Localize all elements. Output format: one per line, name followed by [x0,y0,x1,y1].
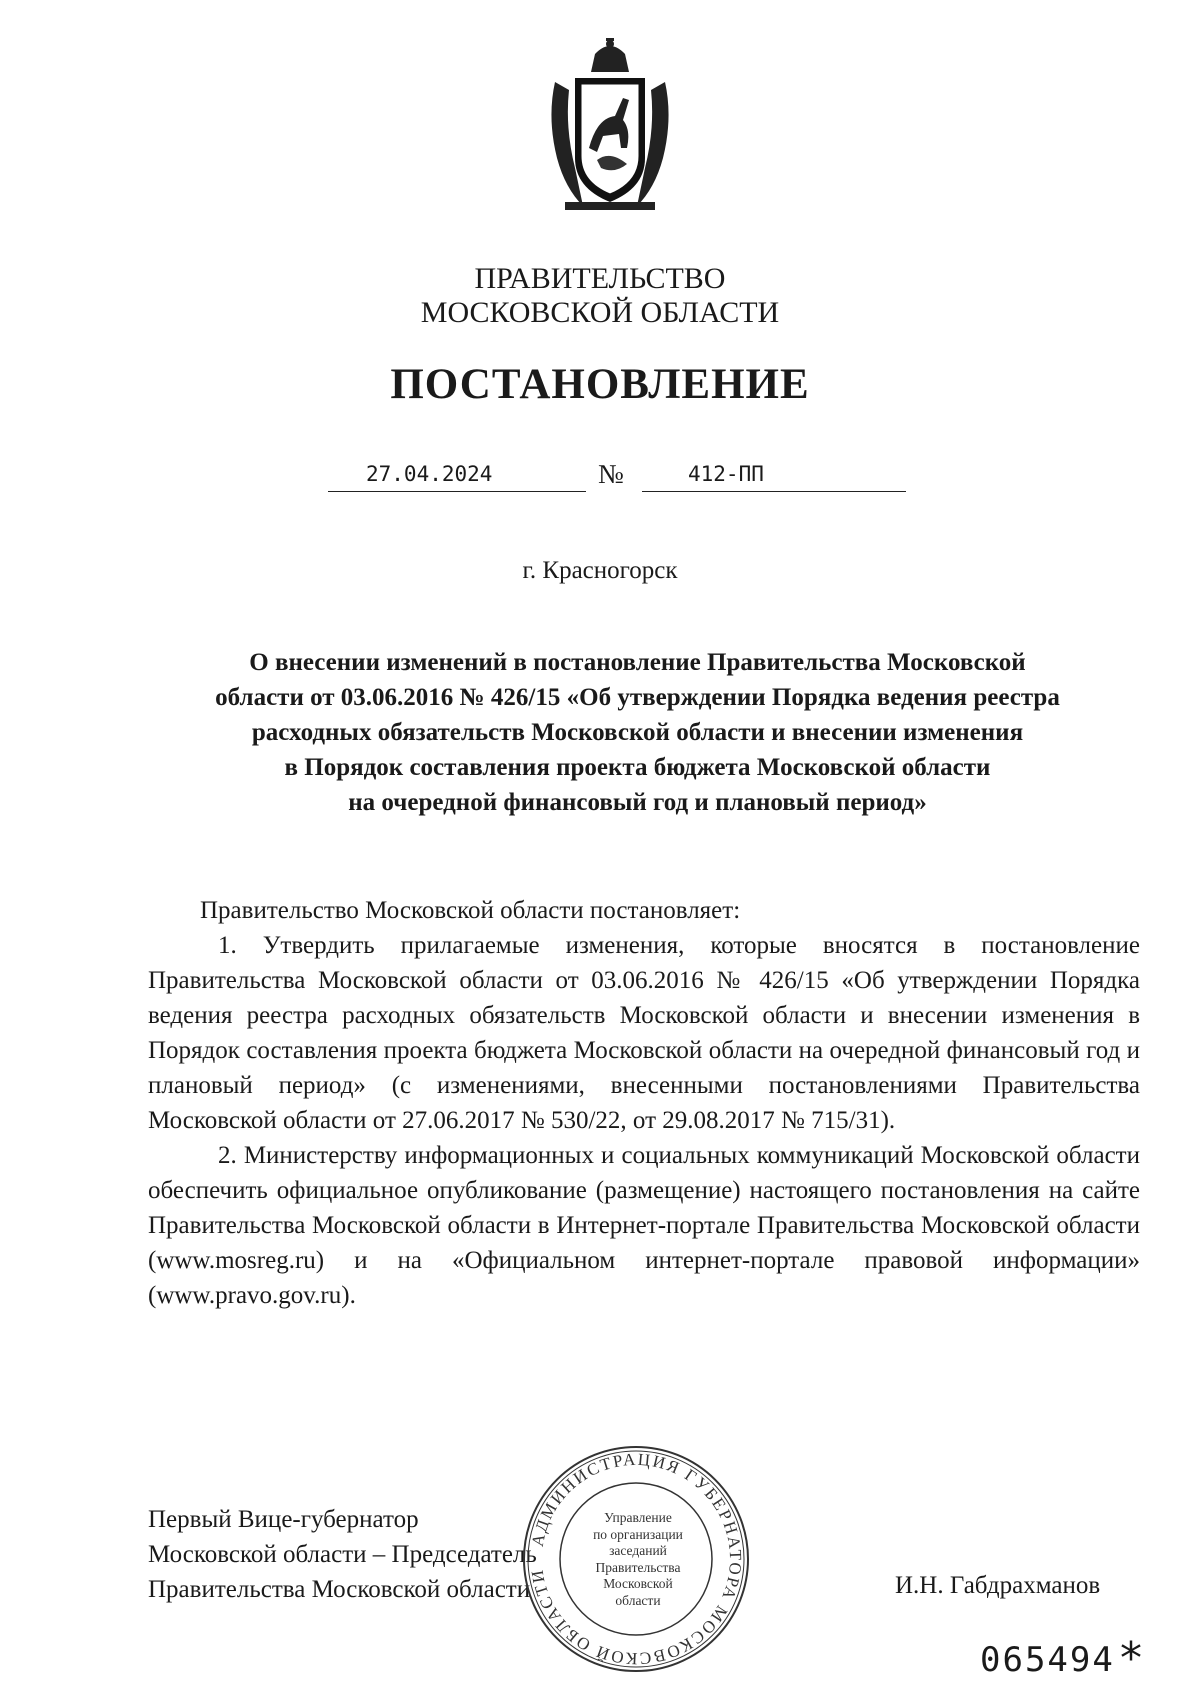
stamp-inner-text [588,1510,688,1609]
authority-line: МОСКОВСКОЙ ОБЛАСТИ [420,296,780,329]
city: г. Красногорск [522,557,678,584]
stamp-line: по организации [593,1526,683,1542]
title-line: на очередной финансовый год и плановый период» [348,789,927,816]
position-line: Московской области – Председатель [148,1541,537,1568]
registration-row [0,455,1200,495]
body-item-2: 2. Министерству информационных и социальных коммуникаций Московской области обеспечить официальное опубликование (размещение) настоящего постановления на сайте Правительства Московской области в Интернет-портале Правительства Московской области (www.mosreg.ru) и на «Официальном интернет-портале правовой информации» (www.pravo.gov.ru). [148,1142,1140,1309]
title-line: О внесении изменений в постановление Правительства Московской [249,649,1026,676]
preamble: Правительство Московской области постановляет: [200,897,741,924]
coat-of-arms-icon [545,38,675,216]
document-number: 412-ПП [688,462,764,486]
number-field [642,455,906,492]
document-title [140,645,1135,820]
title-line: области от 03.06.2016 № 426/15 «Об утверждении Порядка ведения реестра [215,684,1060,711]
signatory-position [148,1502,537,1607]
authority-line: ПРАВИТЕЛЬСТВО [474,262,726,295]
signatory-name: И.Н. Габдрахманов [895,1572,1101,1599]
stamp-line: заседаний [609,1543,667,1558]
date-field [328,455,586,492]
document-body [148,893,1140,1313]
stamp-line: Управление [604,1510,672,1525]
document-date: 27.04.2024 [366,462,493,486]
title-line: расходных обязательств Московской области и внесении изменения [251,719,1024,746]
stamp-ring-text: АДМИНИСТРАЦИЯ ГУБЕРНАТОРА МОСКОВСКОЙ ОБЛАСТИ [527,1449,746,1669]
authority-name [0,262,1200,330]
number-sign: № [598,459,624,489]
position-line: Первый Вице-губернатор [148,1506,419,1533]
stamp-line: Правительства [595,1559,681,1575]
stamp-line: области [615,1592,661,1608]
body-item-1: 1. Утвердить прилагаемые изменения, которые вносятся в постановление Правительства Московской области от 03.06.2016 № 426/15 «Об утверждении Порядка ведения реестра расходных обязательств Московской области и внесении изменения в Порядок составления проекта бюджета Московской области на очередной финансовый год и плановый период» (с изменениями, внесенными постановлениями Правительства Московской области от 27.06.2017 № 530/22, от 29.08.2017 № 715/31). [148,932,1140,1134]
stamp-line: Московской [603,1576,673,1591]
document-type: ПОСТАНОВЛЕНИЕ [390,361,810,408]
asterisk-mark: * [1120,1633,1142,1684]
position-line: Правительства Московской области [148,1576,531,1603]
serial-number: 065494 [980,1640,1115,1680]
title-line: в Порядок составления проекта бюджета Московской области [284,754,991,781]
